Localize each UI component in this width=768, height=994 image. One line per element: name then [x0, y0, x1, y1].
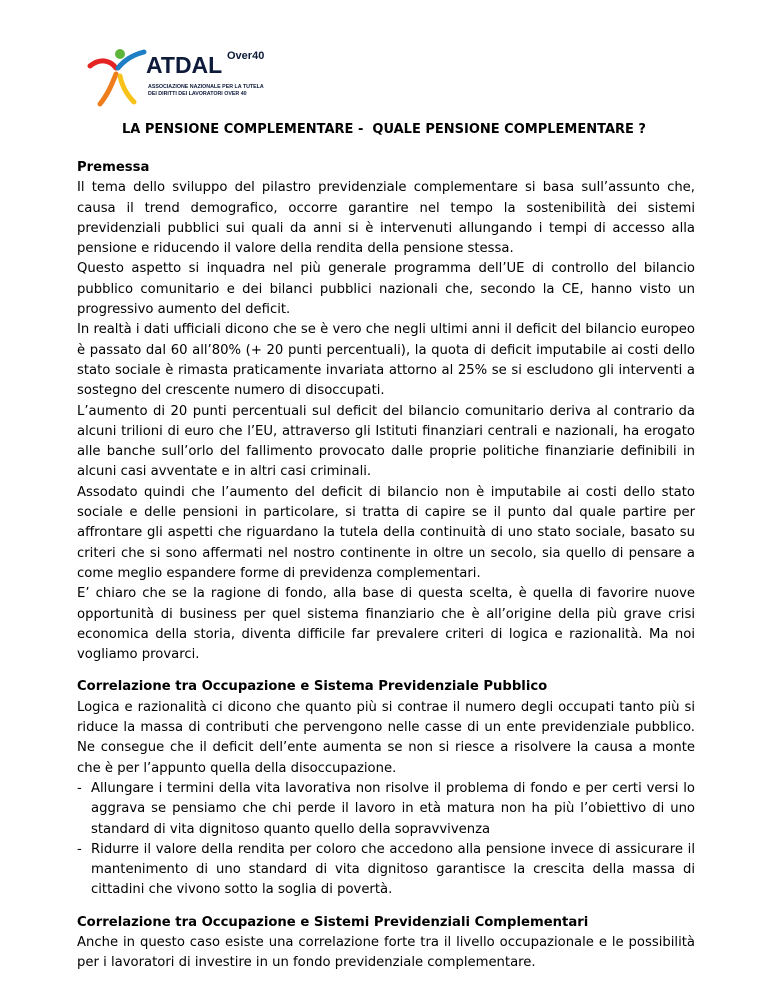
paragraph: Assodato quindi che l’aumento del deficit di bilancio non è imputabile ai costi dello stato sociale e delle pensioni in particolare, si tratta di capire se il punto dal quale partire per affrontare gli aspetti che riguardano la tutela della continuità di uno stato sociale, basato su criteri che si sono affermati nel nostro continente in oltre un secolo, sia quello di pensare a come meglio espandere forme di previdenza complementari.: [77, 484, 695, 581]
document-body: [77, 158, 695, 974]
paragraph: Il tema dello sviluppo del pilastro previdenziale complementare si basa sull’assunto che, causa il trend demografico, occorre garantire nel tempo la sostenibilità dei sistemi previdenziali pubblici sui quali da anni si è intervenuti allungando i tempi di accesso alla pensione e riducendo il valore della rendita della pensione stessa.: [77, 180, 695, 257]
section-occupazione-pubblico: [77, 677, 695, 900]
atdal-logo: [86, 44, 266, 114]
paragraph: Questo aspetto si inquadra nel più generale programma dell’UE di controllo del bilancio pubblico comunitario e dei bilanci pubblici nazionali che, secondo la CE, hanno visto un progressivo aumento del deficit.: [77, 261, 695, 318]
section-heading: Correlazione tra Occupazione e Sistema Previdenziale Pubblico: [77, 679, 548, 695]
bullet-list: [77, 779, 695, 901]
logo-subtitle: [148, 84, 268, 98]
section-occupazione-complementari: [77, 913, 695, 974]
paragraph: In realtà i dati ufficiali dicono che se è vero che negli ultimi anni il deficit del bilancio europeo è passato dal 60 all’80% (+ 20 punti percentuali), la quota di deficit imputabile ai costi dello stato sociale è rimasta praticamente invariata attorno al 25% se si escludono gli interventi a sostegno del crescente numero di disoccupati.: [77, 322, 695, 399]
logo-subtitle-line: DEI DIRITTI DEI LAVORATORI OVER 40: [148, 91, 247, 97]
list-item-text: Ridurre il valore della rendita per coloro che accedono alla pensione invece di assicurare il mantenimento di uno standard di vita dignitoso garantisce la crescita della massa di cittadini che vivono sotto la soglia di povertà.: [91, 841, 695, 898]
logo-brand: ATDAL: [146, 52, 223, 78]
document-title: LA PENSIONE COMPLEMENTARE - QUALE PENSIONE COMPLEMENTARE ?: [122, 122, 646, 137]
section-heading: Correlazione tra Occupazione e Sistemi Previdenziali Complementari: [77, 914, 589, 930]
list-item: [77, 779, 695, 840]
list-item: [77, 840, 695, 901]
dash-bullet: -: [77, 841, 82, 857]
section-premessa: [77, 158, 695, 665]
logo-subtitle-line: ASSOCIAZIONE NAZIONALE PER LA TUTELA: [148, 84, 264, 90]
paragraph: Logica e razionalità ci dicono che quanto più si contrae il numero degli occupati tanto più si riduce la massa di contributi che pervengono nelle casse di un ente previdenziale pubblico. Ne consegue che il deficit dell’ente aumenta se non si riesce a risolvere la causa a monte che è per l’appunto quella della disoccupazione.: [77, 699, 695, 776]
logo-brand-suffix: Over40: [227, 50, 265, 62]
dash-bullet: -: [77, 780, 82, 796]
paragraph: L’aumento di 20 punti percentuali sul deficit del bilancio comunitario deriva al contrario da alcuni trilioni di euro che l’EU, attraverso gli Istituti finanziari centrali e nazionali, ha erogato alle banche sull’orlo del fallimento provocato dalle proprie politiche finanziarie definibili in alcuni casi avventate e in altri casi criminali.: [77, 403, 695, 480]
list-item-text: Allungare i termini della vita lavorativa non risolve il problema di fondo e per certi versi lo aggrava se pensiamo che chi perde il lavoro in età matura non ha più l’obiettivo di uno standard di vita dignitoso quanto quello della sopravvivenza: [91, 780, 695, 837]
section-heading: Premessa: [77, 160, 150, 175]
atdal-figure-icon: [86, 44, 148, 110]
paragraph: Anche in questo caso esiste una correlazione forte tra il livello occupazionale e le possibilità per i lavoratori di investire in un fondo previdenziale complementare.: [77, 934, 695, 971]
paragraph: E’ chiaro che se la ragione di fondo, alla base di questa scelta, è quella di favorire nuove opportunità di business per quel sistema finanziario che è all’origine della più grave crisi economica della storia, diventa difficile far prevalere criteri di logica e razionalità. Ma noi vogliamo provarci.: [77, 586, 695, 663]
